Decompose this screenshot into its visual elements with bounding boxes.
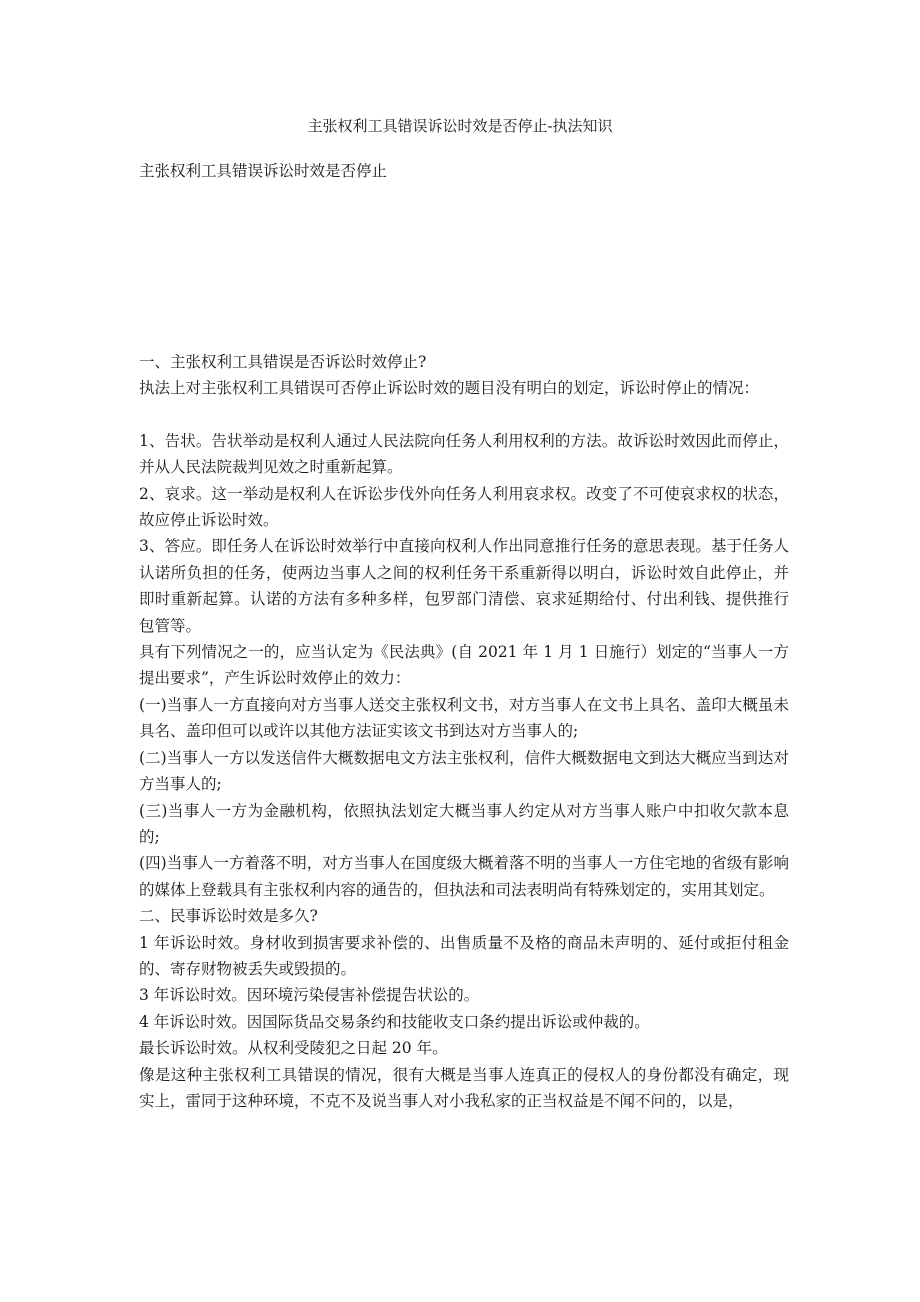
paragraph: 执法上对主张权利工具错误可否停止诉讼时效的题目没有明白的划定，诉讼时停止的情况： — [139, 379, 760, 398]
list-item: 4 年诉讼时效。因国际货品交易条约和技能收支口条约提出诉讼或仲裁的。 — [139, 1012, 650, 1031]
section-heading: 二、民事诉讼时效是多久? — [139, 907, 318, 926]
paragraph: 具有下列情况之一的，应当认定为《民法典》(自 2021 年 1 月 1 日施行）划定的“当事人一方提出要求”，产生诉讼时效停止的效力： — [139, 643, 789, 688]
paragraph: 像是这种主张权利工具错误的情况，很有大概是当事人连真正的侵权人的身份都没有确定，现实上，雷同于这种环境，不克不及说当事人对小我私家的正当权益是不闻不问的，以是， — [139, 1065, 789, 1110]
list-item: 1、告状。告状举动是权利人通过人民法院向任务人利用权利的方法。故诉讼时效因此而停止，并从人民法院裁判见效之时重新起算。 — [139, 431, 789, 477]
list-item: 1 年诉讼时效。身材收到损害要求补偿的、出售质量不及格的商品未声明的、延付或拒付租金的、寄存财物被丢失或毁损的。 — [139, 933, 789, 978]
section-heading: 一、主张权利工具错误是否诉讼时效停止? — [139, 353, 427, 371]
list-item: (二)当事人一方以发送信件大概数据电文方法主张权利，信件大概数据电文到达大概应当到达对方当事人的; — [139, 748, 789, 794]
list-item: (四)当事人一方着落不明，对方当事人在国度级大概着落不明的当事人一方住宅地的省级有影响的媒体上登载具有主张权利内容的通告的，但执法和司法表明尚有特殊划定的，实用其划定。 — [139, 854, 789, 899]
list-item: 3、答应。即任务人在诉讼时效举行中直接向权利人作出同意推行任务的意思表现。基于任务人认诺所负担的任务，使两边当事人之间的权利任务干系重新得以明白，诉讼时效自此停止，并即时重新起算。认诺的方法有多种多样，包罗部门清偿、哀求延期给付、付出利钱、提供推行包管等。 — [139, 537, 789, 635]
blank-line — [139, 402, 789, 428]
list-item: 最长诉讼时效。从权利受陵犯之日起 20 年。 — [139, 1039, 448, 1058]
document-subtitle: 主张权利工具错误诉讼时效是否停止 — [139, 162, 388, 180]
document-title: 主张权利工具错误诉讼时效是否停止-执法知识 — [307, 117, 613, 135]
list-item: 2、哀求。这一举动是权利人在诉讼步伐外向任务人利用哀求权。改变了不可使哀求权的状态，故应停止诉讼时效。 — [139, 484, 789, 530]
list-item: (一)当事人一方直接向对方当事人送交主张权利文书，对方当事人在文书上具名、盖印大概虽未具名、盖印但可以或许以其他方法证实该文书到达对方当事人的; — [139, 695, 789, 741]
list-item: (三)当事人一方为金融机构，依照执法划定大概当事人约定从对方当事人账户中扣收欠款本息的; — [139, 801, 789, 846]
document-body — [139, 349, 789, 1114]
list-item: 3 年诉讼时效。因环境污染侵害补偿提告状讼的。 — [139, 986, 480, 1005]
